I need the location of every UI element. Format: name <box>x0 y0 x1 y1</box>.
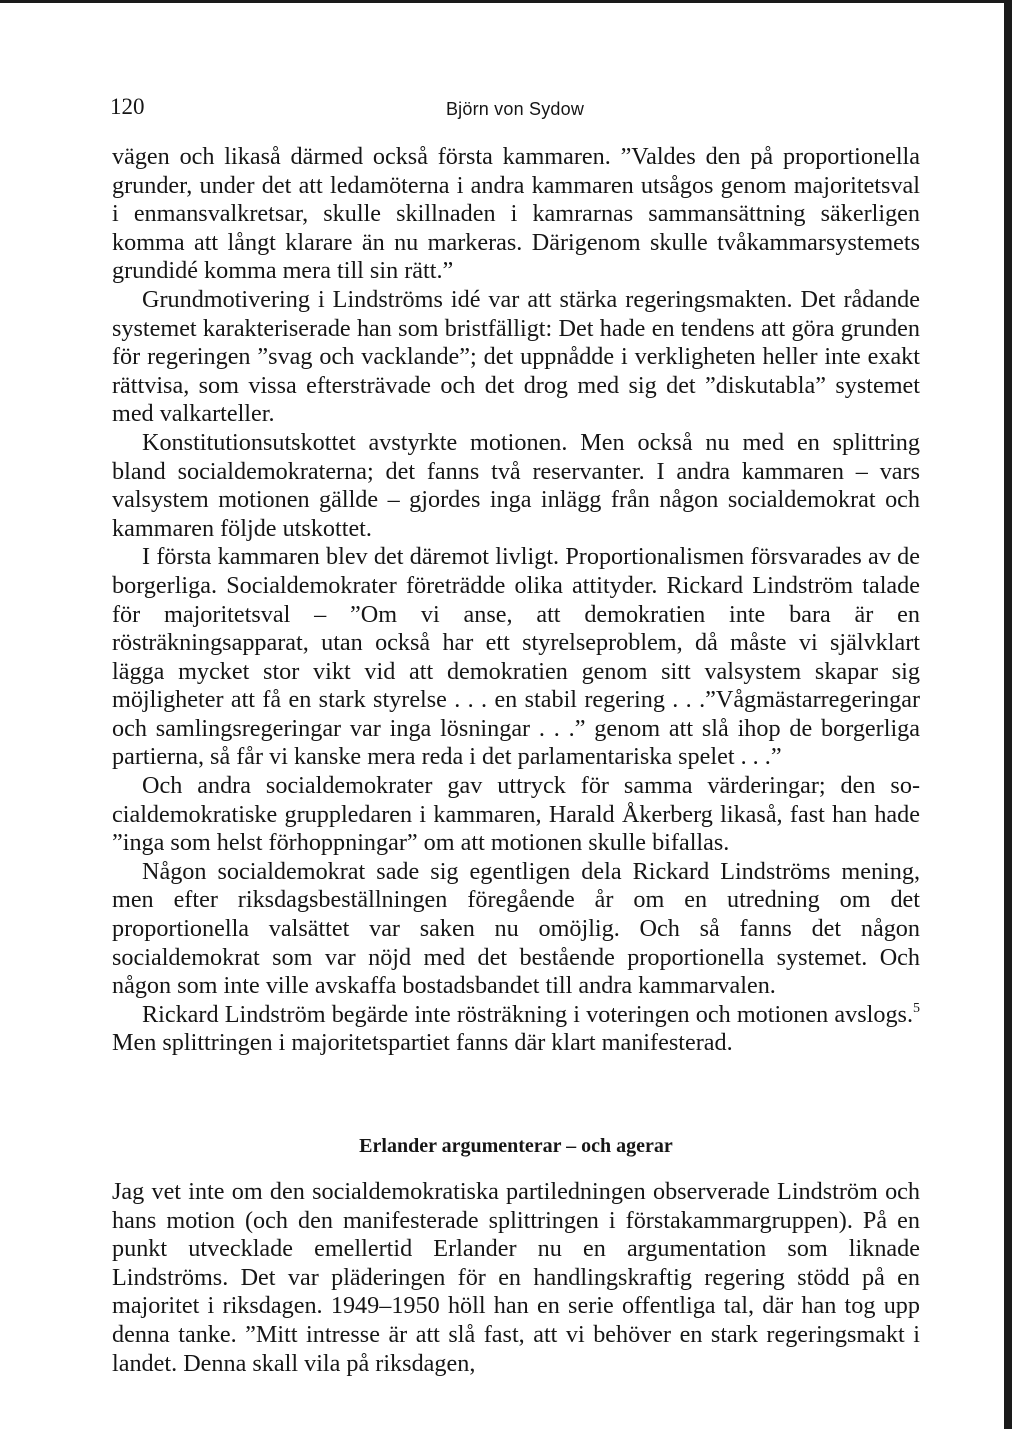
body-text <box>112 143 920 1058</box>
page-number: 120 <box>110 94 145 119</box>
paragraph: Någon socialdemokrat sade sig egentligen dela Rickard Lindströms mening, men efter riksdagsbeställningen föregående år om en utredning om det proportionella valsättet var saken nu omöjlig. Och så fanns det någon socialdemokrat som var nöjd med det bestående proportionella systemet. Och någon som inte ville avskaffa bostadsbandet till andra kammarvalen. <box>112 857 920 1000</box>
running-head <box>110 92 920 122</box>
running-head-author: Björn von Sydow <box>445 99 585 119</box>
paragraph: Och andra socialdemokrater gav uttryck för samma värderingar; den socialdemokratiske gruppledaren i kammaren, Harald Åkerberg likaså, fast han hade ”inga som helst förhoppningar” om att motionen skulle bifallas. <box>112 772 920 857</box>
paragraph-text: Men splittringen i majoritetspartiet fanns där klart manifesterad. <box>112 1029 733 1057</box>
paragraph: vägen och likaså därmed också första kammaren. ”Valdes den på proportionella grunder, under det att ledamöterna i andra kammaren utsågos genom majoritetsval i enmansvalkretsar, skulle skillnaden i kamrarnas sammansättning säkerligen komma att långt klarare än nu markeras. Därigenom skulle tvåkammarsystemets grundidé komma mera till sin rätt.” <box>112 143 920 285</box>
paragraph: Konstitutionsutskottet avstyrkte motionen. Men också nu med en splittring bland socialdemokraterna; det fanns två reservanter. I andra kammaren – vars valsystem motionen gällde – gjordes inga inlägg från någon socialdemokrat och kammaren följde utskottet. <box>112 428 920 542</box>
paragraph <box>112 1001 920 1058</box>
paragraph: I första kammaren blev det däremot livligt. Proportionalismen försvarades av de borgerliga. Socialdemokrater företrädde olika attityder. Rickard Lindström talade för majoritetsval – ”Om vi anse, att demokratien inte bara är en rösträkningsapparat, utan också har ett styrelseproblem, då måste vi självklart lägga mycket stor vikt vid att demokratien genom sitt valsystem skapar sig möjligheter att få en stark styrelse . . . en stabil regering . . .”Vågmästarregeringar och samlingsregeringar var inga lösningar . . .” genom att slå ihop de borgerliga partierna, så får vi kanske mera reda i det parlamentariska spelet . . .” <box>112 543 920 771</box>
paragraph: Jag vet inte om den socialdemokratiska partiledningen observerade Lindström och hans motion (och den manifesterade splittringen i förstakammargruppen). På en punkt utvecklade emellertid Erlander nu en argumentation som liknade Lindströms. Det var pläderingen för en handlingskraftig regering stödd på en majoritet i riksdagen. 1949–1950 höll han en serie offentliga tal, där han tog upp denna tanke. ”Mitt intresse är att slå fast, att vi behöver en stark regeringsmakt i landet. Denna skall vila på riksdagen, <box>112 1178 920 1377</box>
section-body-text <box>112 1178 920 1378</box>
section-heading: Erlander argumenterar – och agerar <box>359 1135 673 1157</box>
paragraph: Grundmotivering i Lindströms idé var att stärka regeringsmakten. Det rådande systemet karakteriserade han som bristfälligt: Det hade en tendens att göra grunden för regeringen ”svag och vacklande”; det uppnådde i verkligheten heller inte exakt rättvisa, som vissa eftersträvade och det drog med sig det ”diskutabla” systemet med valkarteller. <box>112 285 920 428</box>
paragraph-text: Rickard Lindström begärde inte rösträkning i voteringen och motionen avslogs. <box>142 1000 913 1028</box>
footnote-marker: 5 <box>913 1000 920 1016</box>
